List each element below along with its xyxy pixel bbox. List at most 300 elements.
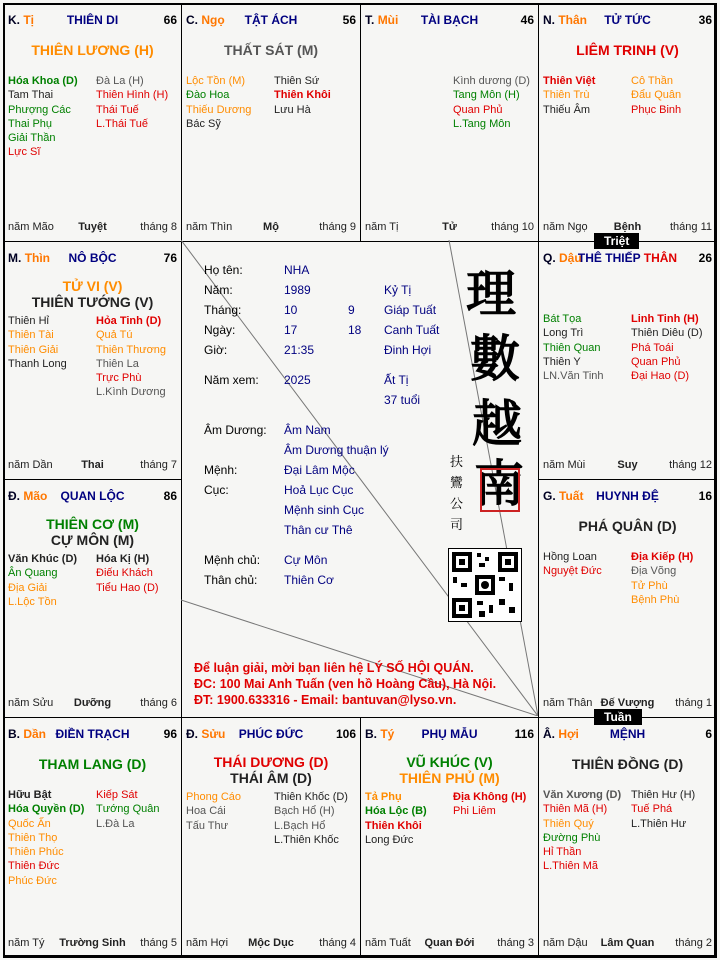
palace-number: 116 [514, 727, 534, 741]
minor-star: Nguyệt Đức [543, 565, 602, 578]
footer-year: năm Hợi [186, 937, 229, 949]
minor-star: Thiên Hỉ [8, 315, 49, 327]
footer-month: tháng 9 [319, 221, 356, 233]
than-chu-value: Thiên Cơ [284, 573, 334, 587]
nam-can-chi: Kỷ Tị [384, 283, 412, 297]
palace-name [596, 489, 659, 503]
palace-branch: Dậu [559, 251, 582, 265]
minor-star: Hỏa Tinh (D) [96, 315, 162, 327]
palace-number: 66 [163, 13, 177, 27]
minor-star: Thanh Long [8, 357, 67, 370]
minor-star: Thiên Quan [543, 341, 601, 354]
minor-star: L.Tang Môn [453, 117, 511, 130]
palace-name-text: TẬT ÁCH [244, 13, 298, 27]
palace-tuat [538, 479, 717, 718]
minor-star: Hữu Bật [8, 789, 52, 801]
palace-branch: Tý [380, 727, 395, 741]
palace-footer [365, 221, 534, 234]
left-star-list [543, 312, 604, 383]
palace-dan [3, 717, 182, 958]
palace-branch: Thìn [24, 251, 51, 265]
palace-can: Â. [543, 727, 555, 741]
main-star: THIÊN TƯỚNG (V) [31, 294, 154, 310]
right-star-list [453, 790, 526, 819]
left-star-list [186, 790, 241, 833]
triet-tag: Triệt [594, 233, 639, 249]
minor-star: Đại Hao (D) [631, 370, 690, 383]
palace-can: Đ. [8, 489, 20, 503]
left-star-list [8, 788, 84, 888]
minor-star: Phá Toái [631, 341, 674, 354]
nam-value: 1989 [284, 283, 311, 297]
footer-year: năm Tý [8, 937, 45, 949]
minor-star: Thiên Việt [543, 75, 596, 87]
minor-star: Tấu Thư [186, 819, 229, 832]
palace-can: G. [543, 489, 556, 503]
footer-cycle: Tuyệt [78, 221, 107, 233]
minor-star: Phúc Đức [8, 874, 57, 887]
left-star-list [8, 314, 67, 371]
palace-branch: Thân [558, 13, 588, 27]
palace-position [543, 489, 583, 503]
nam-xem-value: 2025 [284, 373, 311, 387]
palace-footer [543, 937, 712, 950]
minor-star: Thiên Hình (H) [96, 89, 169, 102]
ngay-value: 17 [284, 323, 298, 337]
seal-stamp-icon [480, 468, 520, 512]
nam-label: Năm: [204, 283, 233, 297]
palace-number: 56 [342, 13, 356, 27]
calligraphy-char-4: 南 [474, 454, 524, 513]
minor-star: Ân Quang [8, 567, 58, 580]
minor-star: Thiên Thương [96, 343, 167, 356]
minor-star: Điếu Khách [96, 567, 153, 580]
right-star-list [96, 74, 168, 131]
palace-name [604, 13, 651, 27]
right-star-list [631, 788, 695, 831]
footer-month: tháng 2 [675, 937, 712, 949]
minor-star: Hóa Quyền (D) [8, 803, 85, 816]
palace-can: C. [186, 13, 198, 27]
than-cu: Thân cư Thê [284, 523, 353, 537]
cuc-relation: Mệnh sinh Cục [284, 503, 365, 517]
minor-star: Thiên Giải [8, 343, 59, 356]
palace-name-text: TỬ TỨC [604, 13, 651, 27]
minor-star: Thai Phụ [8, 117, 53, 130]
palace-header [543, 251, 712, 265]
minor-star: Long Trì [543, 327, 584, 340]
palace-name [67, 13, 118, 27]
minor-star: L.Thiên Khốc [274, 833, 339, 846]
minor-star: Thiên Khôi [365, 819, 422, 832]
footer-month: tháng 1 [675, 697, 712, 709]
thang-label: Tháng: [204, 303, 242, 317]
minor-star: Hóa Lộc (B) [365, 805, 427, 818]
footer-year: năm Sửu [8, 697, 54, 709]
palace-name-text: PHÚC ĐỨC [238, 727, 304, 741]
footer-month: tháng 7 [140, 459, 177, 471]
palace-footer [8, 221, 177, 234]
palace-than [538, 3, 717, 242]
minor-star: Phi Liêm [453, 805, 496, 818]
minor-star: Thái Tuế [96, 103, 139, 116]
minor-star: Phong Cáo [186, 791, 242, 803]
palace-thin [3, 241, 182, 480]
main-star: THAM LANG (D) [38, 756, 147, 772]
palace-position [8, 251, 50, 265]
palace-branch: Mão [23, 489, 48, 503]
palace-branch: Tuất [559, 489, 584, 503]
palace-name-text: QUAN LỘC [60, 489, 125, 503]
palace-name-text: THIÊN DI [66, 13, 119, 27]
minor-star: Văn Xương (D) [543, 789, 622, 801]
footer-cycle: Thai [81, 459, 104, 471]
minor-star: L.Thiên Hư [631, 817, 687, 830]
minor-star: Kình dương (D) [453, 75, 530, 87]
minor-star: Linh Tinh (H) [631, 313, 699, 325]
palace-can: K. [8, 13, 20, 27]
minor-star: Thiên Sứ [274, 75, 320, 87]
palace-can: T. [365, 13, 375, 27]
ho-ten-value: NHA [284, 263, 310, 277]
left-star-list [543, 788, 621, 874]
thang-can-chi: Giáp Tuất [384, 303, 437, 317]
palace-footer [186, 221, 356, 234]
main-star: THIÊN LƯƠNG (H) [31, 42, 154, 58]
palace-name [69, 251, 117, 265]
palace-header [365, 727, 534, 741]
ad-line-1: Để luận giải, mời bạn liên hệ LÝ SỐ HỘI QUÁN. [194, 661, 474, 675]
palace-ty2 [360, 717, 539, 958]
footer-cycle: Mộc Dục [248, 937, 294, 949]
minor-star: Lưu Hà [274, 103, 311, 116]
ho-ten-label: Họ tên: [204, 263, 243, 277]
tuan-tag: Tuần [594, 709, 642, 725]
palace-mao [3, 479, 182, 718]
minor-star: Thiên Y [543, 355, 581, 368]
main-star: THIÊN CƠ (M) [46, 516, 139, 532]
palace-branch: Mùi [377, 13, 399, 27]
minor-star: Tuế Phá [631, 803, 673, 816]
footer-cycle: Quan Đới [424, 937, 475, 949]
palace-name [610, 727, 645, 741]
palace-name [578, 251, 677, 265]
minor-star: Kiếp Sát [96, 789, 138, 801]
main-star: PHÁ QUÂN (D) [578, 518, 677, 534]
minor-star: Thiếu Âm [543, 103, 591, 116]
minor-star: L.Bạch Hổ [274, 819, 326, 832]
footer-cycle: Trường Sinh [59, 937, 126, 949]
gio-can-chi: Đinh Hợi [384, 343, 432, 357]
right-star-list [453, 74, 530, 131]
palace-number: 26 [698, 251, 712, 265]
minor-star: Thiên Diêu (D) [631, 327, 703, 340]
palace-header [543, 489, 712, 503]
palace-can: Đ. [186, 727, 198, 741]
palace-name [56, 727, 130, 741]
minor-star: Hỉ Thần [543, 846, 582, 859]
minor-star: Tướng Quân [96, 803, 160, 816]
palace-branch: Dần [23, 727, 47, 741]
palace-number: 36 [698, 13, 712, 27]
palace-suu [181, 717, 361, 958]
main-star: THÁI DƯƠNG (D) [213, 754, 329, 770]
thang-am-value: 9 [348, 303, 355, 317]
minor-star: Tử Phù [631, 579, 668, 592]
palace-header [186, 727, 356, 741]
gio-value: 21:35 [284, 343, 315, 357]
palace-number: 106 [335, 727, 356, 741]
ngay-can-chi: Canh Tuất [384, 323, 440, 337]
am-duong-label: Âm Dương: [204, 423, 267, 437]
palace-name-text: MỆNH [609, 727, 646, 741]
palace-position [8, 727, 46, 741]
palace-dau [538, 241, 717, 480]
palace-footer [8, 697, 177, 710]
calligraphy-char-2: 數 [470, 329, 520, 388]
minor-star: Phượng Các [8, 103, 71, 116]
am-duong-value: Âm Nam [284, 423, 331, 437]
palace-name-text: TÀI BẠCH [420, 13, 479, 27]
ad-line-3: ĐT: 1900.633316 - Email: bantuvan@lyso.vn. [194, 693, 457, 707]
palace-ty [3, 3, 182, 242]
left-star-list [8, 552, 77, 609]
minor-star: Đường Phù [543, 831, 601, 844]
minor-star: Tiểu Hao (D) [96, 581, 159, 594]
right-star-list [274, 74, 331, 117]
palace-name [245, 13, 298, 27]
minor-star: Lực Sĩ [8, 146, 41, 159]
minor-star: Thiên Thọ [8, 831, 58, 844]
minor-star: Thiếu Dương [186, 103, 252, 116]
footer-year: năm Tị [365, 221, 399, 233]
gio-label: Giờ: [204, 343, 228, 357]
palace-position [186, 727, 225, 741]
ngay-am-value: 18 [348, 323, 362, 337]
minor-star: Thiên Đức [8, 860, 60, 873]
calligraphy-char-1: 理 [466, 264, 516, 323]
palace-header [543, 727, 712, 741]
palace-name-text: NÔ BỘC [68, 251, 117, 265]
palace-number: 46 [520, 13, 534, 27]
main-star: THIÊN PHỦ (M) [399, 770, 500, 786]
minor-star: Địa Võng [631, 565, 677, 578]
minor-star: Thiên Tài [8, 329, 54, 342]
palace-footer [365, 937, 534, 950]
minor-star: Bát Tọa [543, 313, 582, 325]
nam-xem-can-chi: Ất Tị [384, 373, 409, 387]
left-star-list [543, 74, 595, 117]
palace-mui [360, 3, 539, 242]
minor-star: Hồng Loan [543, 551, 597, 563]
minor-star: Long Đức [365, 833, 414, 846]
left-star-list [8, 74, 78, 160]
minor-star: Thiên Khôi [274, 89, 331, 102]
menh-label: Mệnh: [204, 463, 238, 477]
minor-star: Thiên Mã (H) [543, 803, 608, 816]
palace-number: 16 [698, 489, 712, 503]
tuoi-value: 37 tuổi [384, 393, 421, 407]
palace-name-text: ĐIỀN TRẠCH [55, 727, 130, 741]
minor-star: Văn Khúc (D) [8, 553, 78, 565]
than-chu-label: Thân chủ: [204, 573, 258, 587]
main-star: CỰ MÔN (M) [50, 532, 135, 548]
minor-star: Địa Không (H) [453, 791, 527, 803]
left-star-list [186, 74, 251, 131]
company-small-text: 扶 鸞 公 司 [450, 455, 464, 533]
right-star-list [96, 314, 166, 400]
footer-month: tháng 3 [497, 937, 534, 949]
palace-can: B. [365, 727, 377, 741]
palace-number: 86 [163, 489, 177, 503]
palace-name [421, 13, 478, 27]
footer-month: tháng 11 [669, 221, 712, 233]
calligraphy-char-3: 越 [472, 394, 522, 453]
qr-code-icon [448, 548, 522, 622]
am-duong-thuan-ly: Âm Dương thuận lý [284, 443, 389, 457]
minor-star: Địa Giải [8, 581, 48, 594]
menh-chu-value: Cự Môn [284, 553, 328, 567]
right-star-list [274, 790, 348, 847]
menh-chu-label: Mệnh chủ: [204, 553, 261, 567]
left-star-list [365, 790, 427, 847]
minor-star: L.Lộc Tồn [8, 595, 57, 608]
thang-value: 10 [284, 303, 298, 317]
minor-star: Quốc Ấn [8, 817, 51, 830]
palace-position [8, 13, 34, 27]
minor-star: Thiên Phúc [8, 846, 64, 859]
footer-year: năm Ngọ [543, 221, 588, 233]
minor-star: Phục Binh [631, 103, 682, 116]
palace-footer [8, 459, 177, 472]
minor-star: Bạch Hổ (H) [274, 805, 335, 818]
footer-year: năm Thìn [186, 221, 233, 233]
palace-name [61, 489, 125, 503]
minor-star: Địa Kiếp (H) [631, 551, 694, 563]
palace-hoi [538, 717, 717, 958]
minor-star: Thiên Hư (H) [631, 789, 696, 801]
minor-star: LN.Văn Tinh [543, 370, 604, 383]
palace-number: 6 [705, 727, 712, 741]
palace-footer [8, 937, 177, 950]
footer-year: năm Mão [8, 221, 54, 233]
footer-year: năm Mùi [543, 459, 586, 471]
palace-can: B. [8, 727, 20, 741]
ngay-label: Ngày: [204, 323, 236, 337]
palace-can: M. [8, 251, 22, 265]
palace-number: 96 [163, 727, 177, 741]
palace-header [365, 13, 534, 27]
right-star-list [96, 552, 159, 595]
palace-number: 76 [163, 251, 177, 265]
palace-position [8, 489, 47, 503]
menh-value: Đại Lâm Mộc [284, 463, 355, 477]
footer-cycle: Suy [617, 459, 638, 471]
minor-star: Bác Sỹ [186, 117, 221, 130]
palace-header [8, 13, 177, 27]
minor-star: Quả Tú [96, 329, 133, 342]
cuc-label: Cục: [204, 483, 229, 497]
palace-header [8, 727, 177, 741]
than-marker: THÂN [643, 251, 678, 265]
footer-cycle: Mộ [263, 221, 279, 233]
minor-star: L.Thái Tuế [96, 117, 148, 130]
palace-branch: Ngọ [201, 13, 225, 27]
minor-star: Đà La (H) [96, 75, 144, 87]
footer-cycle: Lâm Quan [600, 937, 655, 949]
minor-star: Hoa Cái [186, 805, 226, 818]
palace-header [8, 251, 177, 265]
footer-year: năm Dần [8, 459, 53, 471]
minor-star: Thiên Trù [543, 89, 590, 102]
palace-name-text: THÊ THIẾP [577, 251, 641, 265]
minor-star: Tả Phụ [365, 791, 402, 803]
palace-position [365, 13, 398, 27]
palace-branch: Hợi [558, 727, 579, 741]
minor-star: Tam Thai [8, 89, 54, 102]
palace-footer [543, 459, 712, 472]
palace-can: N. [543, 13, 555, 27]
minor-star: Tang Môn (H) [453, 89, 520, 102]
palace-ngo [181, 3, 361, 242]
footer-month: tháng 6 [140, 697, 177, 709]
minor-star: Hóa Khoa (D) [8, 75, 78, 87]
palace-position [365, 727, 394, 741]
minor-star: Đào Hoa [186, 89, 230, 102]
minor-star: Hóa Kị (H) [96, 553, 150, 565]
minor-star: Đẩu Quân [631, 89, 682, 102]
minor-star: L.Đà La [96, 817, 135, 830]
footer-cycle: Dưỡng [73, 697, 112, 709]
main-star: THÁI ÂM (D) [230, 770, 312, 786]
right-star-list [631, 312, 703, 383]
footer-month: tháng 10 [491, 221, 534, 233]
footer-year: năm Tuất [365, 937, 411, 949]
left-star-list [543, 550, 602, 579]
footer-month: tháng 8 [140, 221, 177, 233]
palace-position [543, 251, 582, 265]
footer-cycle: Bệnh [613, 221, 642, 233]
palace-name [239, 727, 304, 741]
main-star: LIÊM TRINH (V) [576, 42, 679, 58]
palace-name [422, 727, 478, 741]
palace-footer [186, 937, 356, 950]
footer-month: tháng 4 [319, 937, 356, 949]
minor-star: Thiên Quý [543, 817, 594, 830]
main-star: VŨ KHÚC (V) [406, 754, 493, 770]
main-star: THẤT SÁT (M) [223, 42, 319, 58]
minor-star: Quan Phủ [453, 103, 503, 116]
minor-star: Giải Thần [8, 132, 56, 145]
cuc-value: Hoả Lục Cục [284, 483, 354, 497]
palace-branch: Sửu [201, 727, 226, 741]
minor-star: Cô Thần [631, 75, 673, 87]
palace-header [8, 489, 177, 503]
palace-header [186, 13, 356, 27]
minor-star: Thiên Khốc (D) [274, 791, 348, 803]
palace-branch: Tị [23, 13, 35, 27]
palace-position [543, 727, 579, 741]
minor-star: Quan Phủ [631, 355, 681, 368]
palace-header [543, 13, 712, 27]
minor-star: Trực Phù [96, 372, 142, 385]
footer-year: năm Dậu [543, 937, 588, 949]
nam-xem-label: Năm xem: [204, 373, 259, 387]
footer-cycle: Đế Vượng [600, 697, 655, 709]
main-star: TỬ VI (V) [62, 278, 123, 294]
palace-position [543, 13, 587, 27]
footer-cycle: Tử [442, 221, 457, 233]
